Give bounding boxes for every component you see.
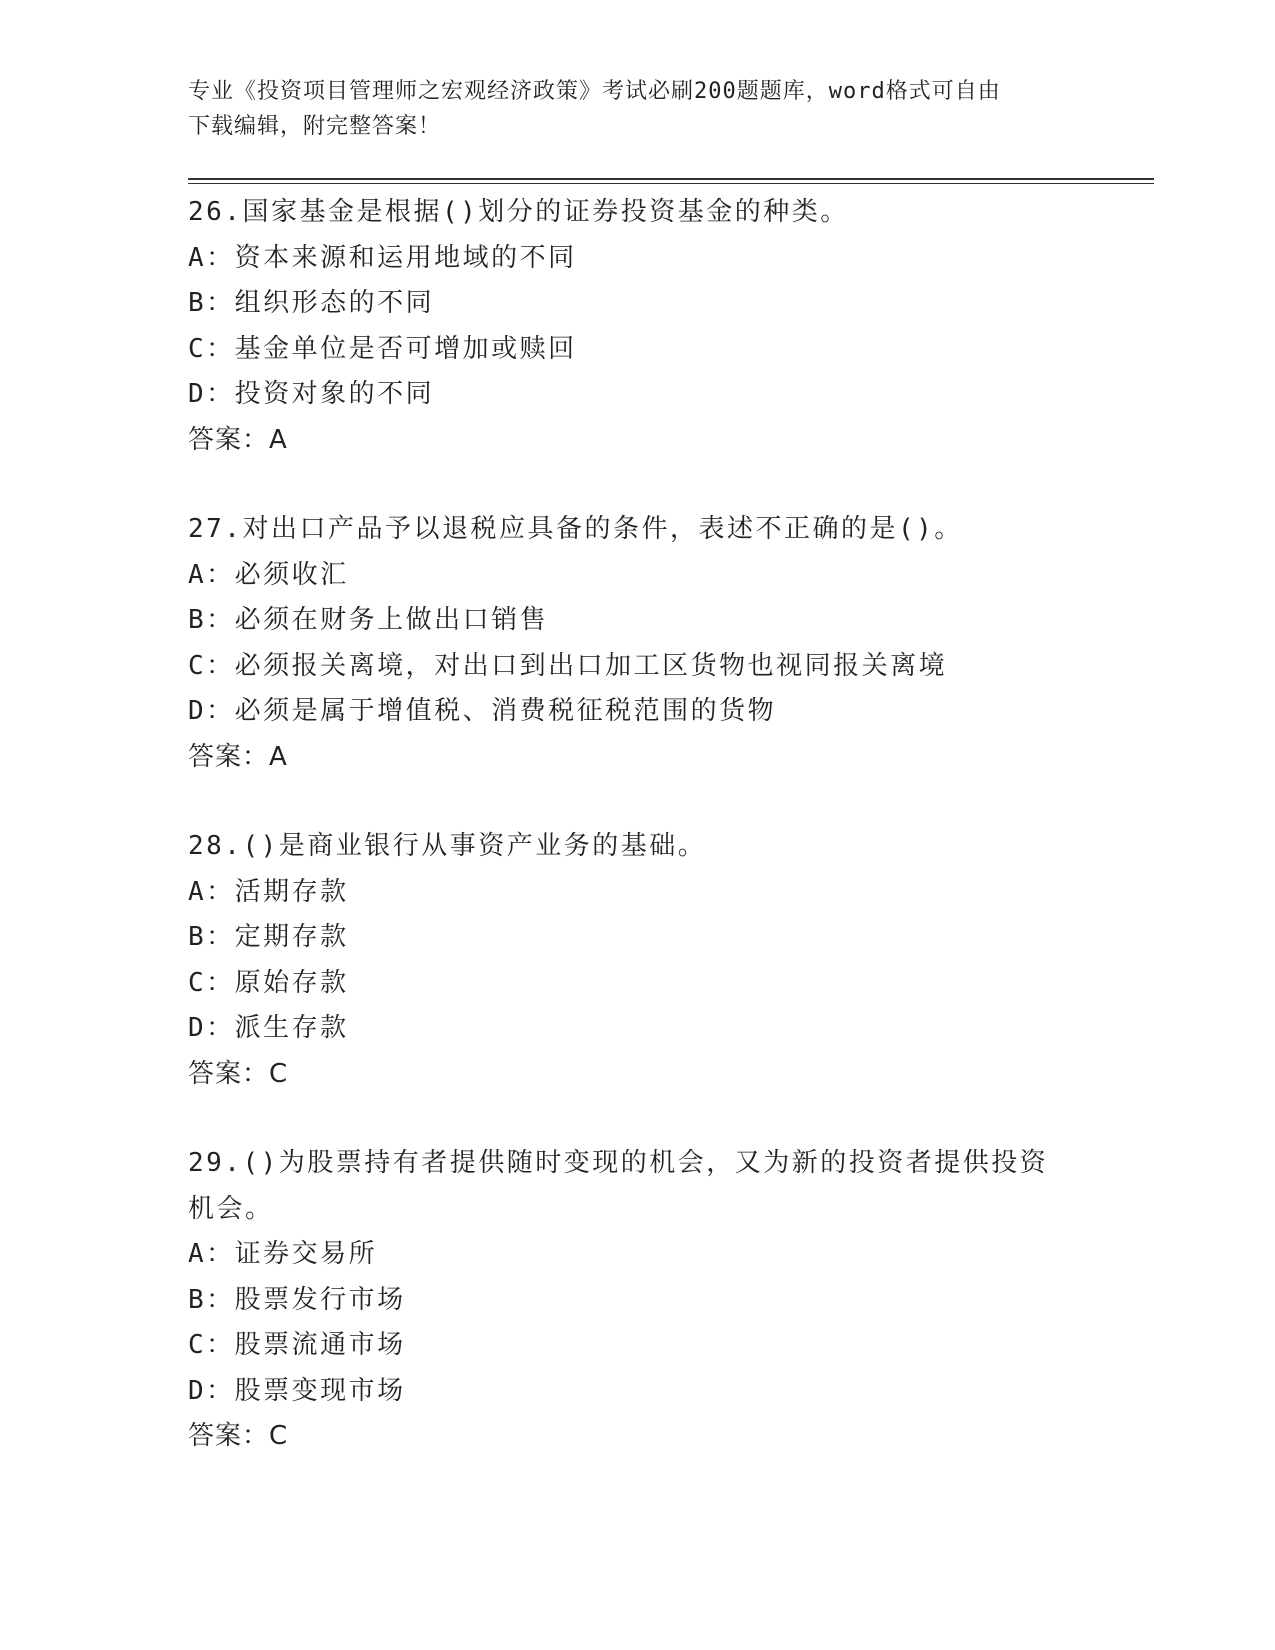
answer-line: [188, 735, 1088, 781]
document-header: [188, 74, 1068, 144]
option-a: A：证券交易所: [188, 1239, 378, 1269]
answer-line: [188, 1052, 1088, 1098]
question-28: [188, 824, 1088, 1097]
answer-label: 答案：: [188, 741, 270, 772]
header-divider-thin: [188, 183, 1154, 184]
answer-label: 答案：: [188, 1058, 270, 1089]
option-c: C：必须报关离境，对出口到出口加工区货物也视同报关离境: [188, 650, 948, 681]
option-b: B：定期存款: [188, 922, 349, 952]
header-line-2: 下载编辑，附完整答案！: [188, 114, 442, 139]
option-d: D：必须是属于增值税、消费税征税范围的货物: [188, 696, 777, 726]
question-26: [188, 190, 1088, 463]
option-a: A：资本来源和运用地域的不同: [188, 242, 577, 273]
answer-line: [188, 418, 1088, 464]
answer-label: 答案：: [188, 1421, 270, 1451]
option-a: A：必须收汇: [188, 559, 349, 590]
option-d: D：股票变现市场: [188, 1375, 406, 1406]
header-divider-thick: [188, 178, 1154, 180]
option-c: C：股票流通市场: [188, 1330, 406, 1360]
question-stem: 28.()是商业银行从事资产业务的基础。: [188, 831, 707, 861]
answer-value: A: [269, 424, 288, 455]
option-b: B：股票发行市场: [188, 1284, 406, 1315]
answer-value: C: [269, 1421, 289, 1451]
answer-label: 答案：: [188, 424, 270, 455]
answer-value: A: [269, 741, 288, 772]
question-29: [188, 1141, 1088, 1460]
question-stem: 26.国家基金是根据()划分的证券投资基金的种类。: [188, 197, 849, 227]
answer-line: [188, 1414, 1088, 1460]
option-d: D：投资对象的不同: [188, 379, 435, 409]
answer-value: C: [269, 1058, 289, 1089]
question-27: [188, 507, 1088, 780]
option-d: D：派生存款: [188, 1013, 349, 1043]
header-line-1: 专业《投资项目管理师之宏观经济政策》考试必刷200题题库，word格式可自由: [188, 79, 1001, 104]
option-b: B：必须在财务上做出口销售: [188, 605, 549, 635]
option-c: C：基金单位是否可增加或赎回: [188, 333, 577, 364]
question-list: [188, 190, 1088, 1504]
question-stem: 27.对出口产品予以退税应具备的条件，表述不正确的是()。: [188, 514, 963, 544]
option-a: A：活期存款: [188, 876, 349, 907]
option-b: B：组织形态的不同: [188, 288, 435, 318]
option-c: C：原始存款: [188, 967, 349, 998]
question-stem: 29.()为股票持有者提供随时变现的机会，又为新的投资者提供投资机会。: [188, 1148, 1049, 1224]
